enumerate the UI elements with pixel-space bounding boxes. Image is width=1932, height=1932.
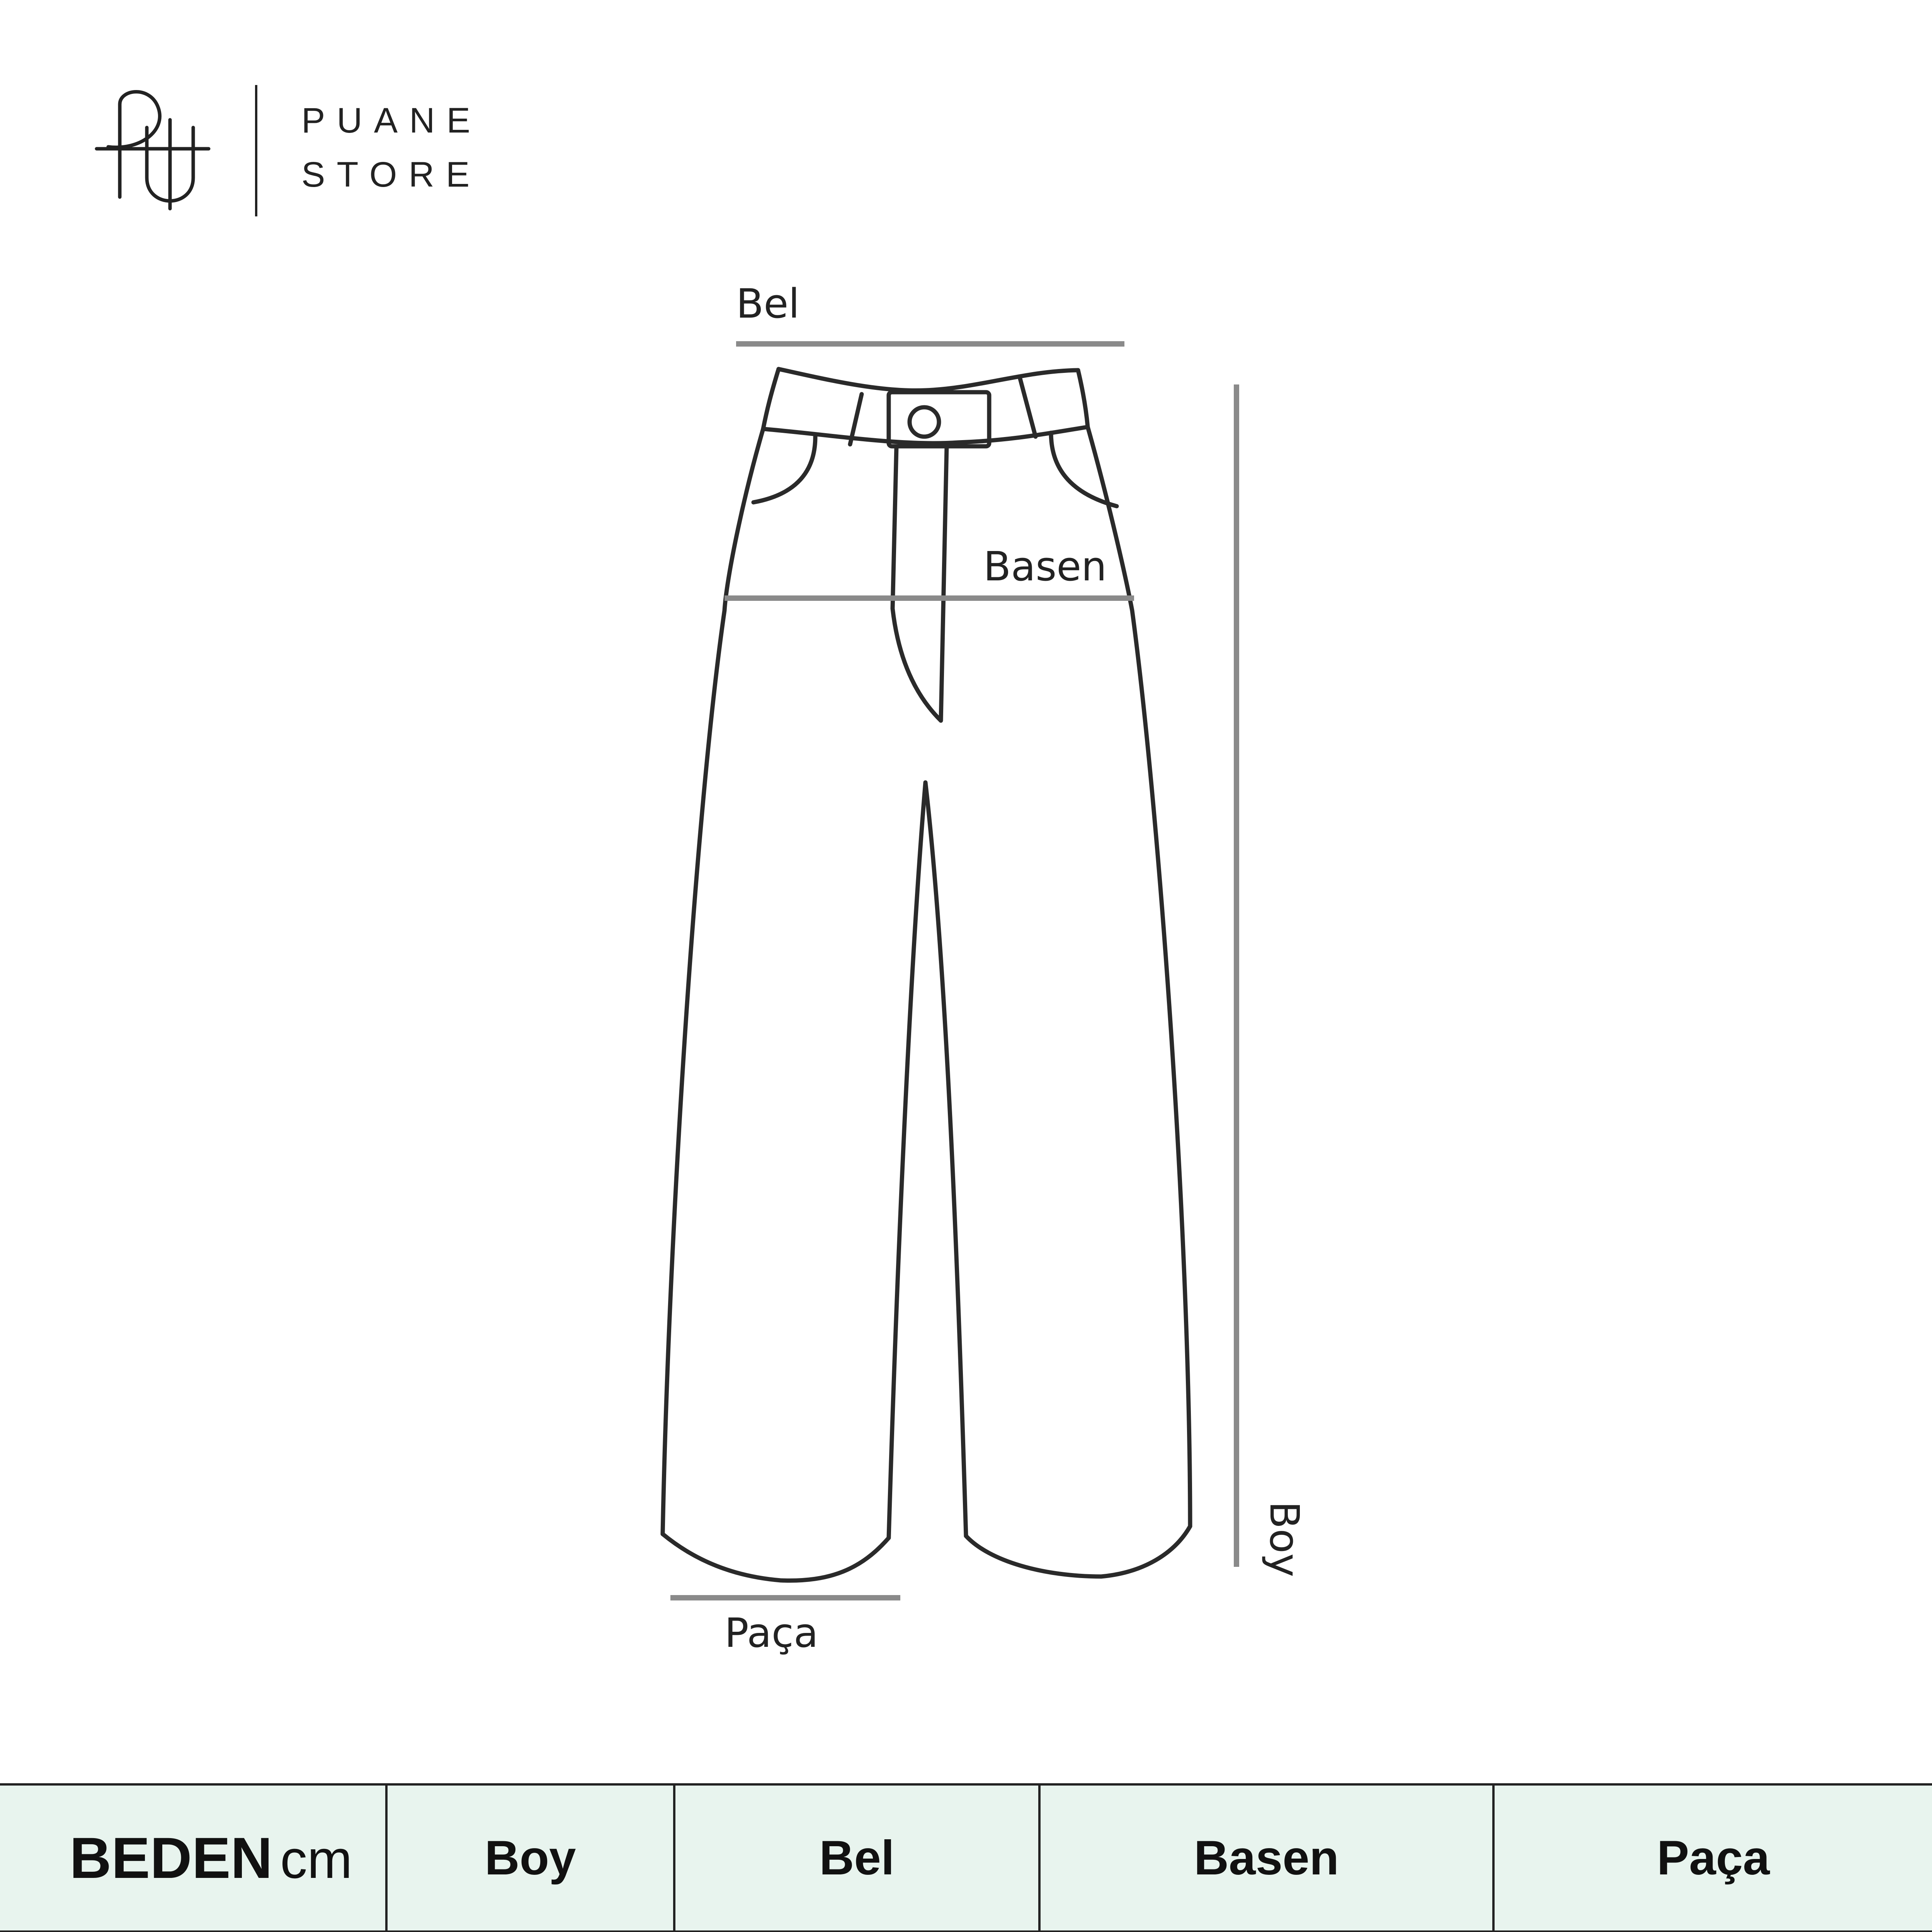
header-unit: cm — [280, 1829, 352, 1889]
header-bel: Bel — [674, 1784, 1039, 1932]
pu-monogram-icon — [93, 81, 220, 220]
measurement-diagram — [0, 270, 1932, 1700]
table-header-row — [0, 1784, 1932, 1932]
size-chart-table — [0, 1783, 1932, 1932]
header-boy: Boy — [386, 1784, 674, 1932]
waistband — [779, 369, 1078, 391]
brand-name-line1: PUANE — [301, 101, 482, 140]
header-basen: Basen — [1039, 1784, 1493, 1932]
bel-label: Bel — [736, 280, 800, 327]
logo-divider — [255, 85, 257, 216]
paca-label: Paça — [724, 1609, 818, 1656]
basen-label: Basen — [983, 543, 1107, 590]
header-size-label: BEDEN — [70, 1825, 273, 1890]
header-size — [0, 1784, 386, 1932]
brand-logo — [93, 81, 518, 220]
header-paca: Paça — [1493, 1784, 1932, 1932]
brand-name-line2: STORE — [301, 155, 481, 194]
pants-illustration — [0, 270, 1932, 1700]
boy-label: Boy — [1261, 1501, 1308, 1577]
